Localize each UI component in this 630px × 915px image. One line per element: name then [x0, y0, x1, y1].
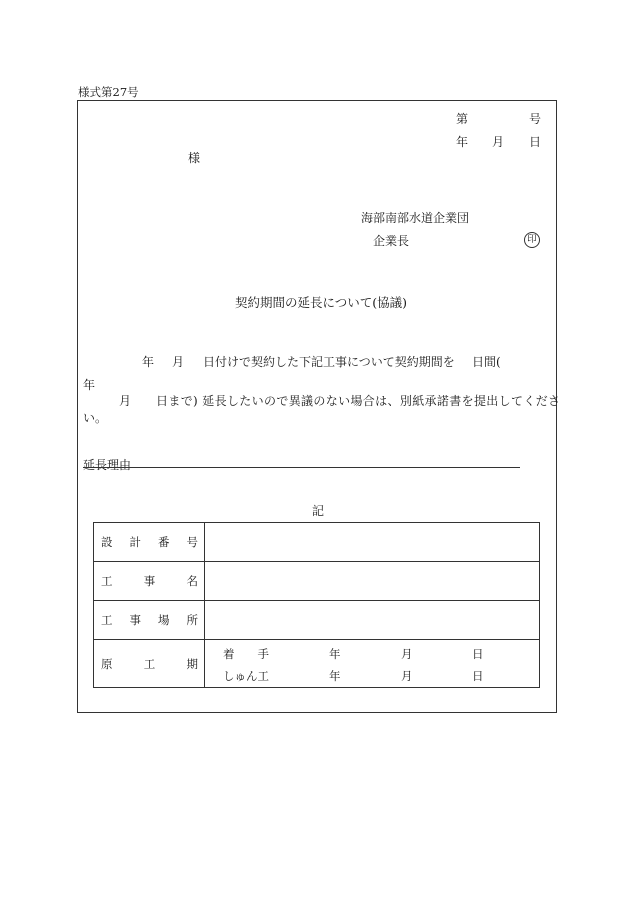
work-name-label	[94, 562, 205, 601]
label-char: 号	[186, 535, 198, 549]
label-char: 事	[129, 613, 141, 627]
body-text-3: い。	[83, 411, 108, 425]
form-number: 様式第27号	[78, 85, 139, 99]
original-period-value	[205, 640, 540, 688]
date-day: 日	[529, 135, 542, 149]
body-month-1: 月	[172, 355, 185, 369]
end-day: 日	[472, 669, 484, 683]
table-row	[94, 601, 540, 640]
label-char: 番	[158, 535, 170, 549]
original-period-label	[94, 640, 205, 688]
label-char: 工	[101, 613, 113, 627]
start-day: 日	[472, 647, 484, 661]
addressee-honorific: 様	[188, 151, 201, 165]
extension-reason-label: 延長理由	[83, 458, 132, 472]
design-number-label	[94, 523, 205, 562]
date-month: 月	[492, 135, 505, 149]
design-number-value	[205, 523, 540, 562]
document-title: 契約期間の延長について(協議)	[235, 295, 408, 310]
label-char: 所	[186, 613, 198, 627]
issuer-position: 企業長	[373, 234, 410, 248]
label-char: 期	[186, 656, 198, 671]
body-text-2: 日まで) 延長したいので異議のない場合は、別紙承諾書を提出してくださ	[156, 394, 561, 408]
start-label: 着 手	[223, 647, 269, 661]
label-char: 名	[186, 574, 198, 588]
label-char: 事	[143, 574, 156, 588]
work-name-value	[205, 562, 540, 601]
table-row	[94, 562, 540, 601]
work-location-value	[205, 601, 540, 640]
contract-details-table	[93, 522, 540, 688]
work-location-label	[94, 601, 205, 640]
extension-reason-line	[83, 467, 520, 468]
start-year: 年	[329, 647, 341, 661]
doc-number-prefix: 第	[456, 112, 469, 126]
label-char: 工	[101, 574, 113, 588]
end-year: 年	[329, 669, 341, 683]
seal-mark: 印	[524, 232, 540, 248]
issuer-organization: 海部南部水道企業団	[361, 211, 470, 225]
doc-number-suffix: 号	[529, 112, 542, 126]
body-days: 日間(	[472, 355, 501, 369]
table-row	[94, 523, 540, 562]
body-month-2: 月	[119, 394, 132, 408]
label-char: 工	[143, 656, 156, 671]
ki-heading: 記	[312, 504, 325, 518]
end-label: しゅん工	[223, 669, 269, 683]
label-char: 設	[101, 535, 113, 549]
label-char: 原	[101, 656, 113, 671]
body-text-1: 日付けで契約した下記工事について契約期間を	[203, 355, 455, 369]
start-month: 月	[401, 647, 413, 661]
end-month: 月	[401, 669, 413, 683]
body-year-1: 年	[142, 355, 155, 369]
label-char: 計	[129, 535, 141, 549]
date-year: 年	[456, 135, 469, 149]
label-char: 場	[158, 613, 170, 627]
table-row	[94, 640, 540, 688]
body-year-2: 年	[83, 378, 96, 392]
